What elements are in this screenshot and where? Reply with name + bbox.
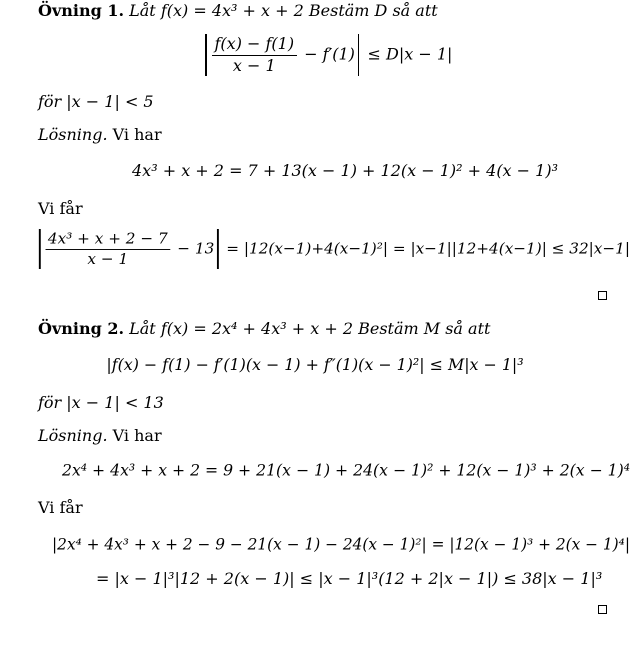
abs-bar-right: [358, 34, 360, 76]
exercise-2-estimate-line-2: = |x − 1|³|12 + 2(x − 1)| ≤ |x − 1|³(12 + 2|x − 1|) ≤ 38|x − 1|³: [96, 569, 603, 588]
qed-square-icon: [598, 291, 607, 300]
exercise-2-estimate-line-1: |2x⁴ + 4x³ + x + 2 − 9 − 21(x − 1) − 24(x − 1)²| = |12(x − 1)³ + 2(x − 1)⁴|: [52, 535, 630, 554]
exercise-1-statement: Låt f(x) = 4x³ + x + 2 Bestäm D så att: [129, 1, 438, 20]
exercise-1-vi-far: Vi får: [38, 199, 83, 218]
exercise-2-statement: Låt f(x) = 2x⁴ + 4x³ + x + 2 Bestäm M så att: [129, 319, 491, 338]
qed-square-icon: [598, 605, 607, 614]
exercise-1-condition: för |x − 1| < 5: [38, 92, 154, 111]
exercise-1-title: Övning 1.: [38, 1, 125, 20]
inequality-rhs: ≤ D|x − 1|: [367, 44, 453, 64]
abs-bar-left: [205, 34, 207, 76]
exercise-2-expansion: 2x⁴ + 4x³ + x + 2 = 9 + 21(x − 1) + 24(x − 1)² + 12(x − 1)³ + 2(x − 1)⁴: [62, 461, 630, 480]
abs-bar-right: [217, 229, 218, 269]
exercise-1-fraction: [212, 35, 298, 75]
abs-bar-left: [39, 229, 40, 269]
exercise-2-condition: för |x − 1| < 13: [38, 393, 164, 412]
fraction-numerator: f(x) − f(1): [212, 35, 298, 55]
estimate-rhs: = |12(x−1)+4(x−1)²| = |x−1||12+4(x−1)| ≤ 32|x−1|: [226, 238, 630, 258]
exercise-2-vi-far: Vi får: [38, 498, 83, 517]
exercise-1-heading: [38, 2, 438, 20]
exercise-2-title: Övning 2.: [38, 319, 125, 338]
fraction-numerator: 4x³ + x + 2 − 7: [45, 230, 170, 249]
exercise-1-inequality: [202, 34, 452, 76]
solution-label: Lösning.: [38, 125, 108, 144]
exercise-2-heading: [38, 320, 490, 338]
solution-label: Lösning.: [38, 426, 108, 445]
solution-text: Vi har: [112, 125, 162, 144]
derivative-term: − f′(1): [304, 44, 355, 64]
exercise-2-solution: [38, 427, 162, 445]
exercise-1-estimate: [36, 229, 630, 269]
solution-text: Vi har: [112, 426, 162, 445]
fraction-denominator: x − 1: [87, 249, 129, 268]
exercise-1-solution: [38, 126, 162, 144]
exercise-2-inequality: |f(x) − f(1) − f′(1)(x − 1) + f″(1)(x − 1)²| ≤ M|x − 1|³: [106, 355, 524, 374]
estimate-middle: − 13: [177, 238, 215, 258]
exercise-1-expansion: 4x³ + x + 2 = 7 + 13(x − 1) + 12(x − 1)² + 4(x − 1)³: [132, 161, 558, 180]
fraction-denominator: x − 1: [232, 55, 276, 75]
estimate-fraction: [45, 230, 170, 268]
